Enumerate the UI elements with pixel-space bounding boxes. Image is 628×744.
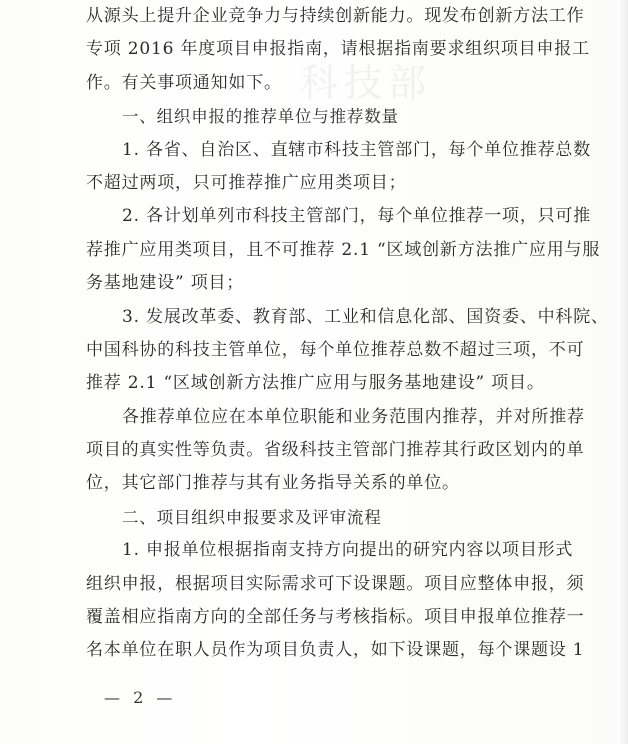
text-line: 不超过两项，只可推荐推广应用类项目； <box>86 172 407 193</box>
text-line: 位，其它部门推荐与其有业务指导关系的单位。 <box>86 473 460 494</box>
section-heading: 一、组织申报的推荐单位与推荐数量 <box>122 107 399 127</box>
text-line: 专项 2016 年度项目申报指南，请根据指南要求组织项目申报工 <box>86 39 590 60</box>
bleed-through-text: 科技部 <box>300 61 433 105</box>
text-line: 各推荐单位应在本单位职能和业务范围内推荐，并对所推荐 <box>122 406 585 427</box>
body-text <box>86 0 609 668</box>
text-line: 1. 申报单位根据指南支持方向提出的研究内容以项目形式 <box>122 540 574 561</box>
text-line: 项目的真实性等负责。省级科技主管部门推荐其行政区划内的单 <box>86 440 585 461</box>
text-line: 推荐 2.1 “区域创新方法推广应用与服务基地建设” 项目。 <box>86 373 545 394</box>
text-line: 2. 各计划单列市科技主管部门，每个单位推荐一项，只可推 <box>122 206 592 227</box>
text-line: 务基地建设” 项目； <box>86 273 245 294</box>
text-line: 覆盖相应指南方向的全部任务与考核指标。项目申报单位推荐一 <box>86 607 585 628</box>
text-line: 名本单位在职人员作为项目负责人，如下设课题，每个课题设 1 <box>86 640 585 661</box>
text-line: 从源头上提升企业竞争力与持续创新能力。现发布创新方法工作 <box>86 6 585 26</box>
page-number: — 2 — <box>104 688 177 707</box>
text-line: 作。有关事项通知如下。 <box>86 72 282 93</box>
section-heading: 二、项目组织申报要求及评审流程 <box>122 507 382 527</box>
text-line: 1. 各省、自治区、直辖市科技主管部门，每个单位推荐总数 <box>122 139 592 160</box>
text-line: 荐推广应用类项目，且不可推荐 2.1 “区域创新方法推广应用与服 <box>86 239 601 260</box>
text-line: 中国科协的科技主管单位，每个单位推荐总数不超过三项，不可 <box>86 339 585 360</box>
text-line: 3. 发展改革委、教育部、工业和信息化部、国资委、中科院、 <box>122 306 609 327</box>
page-edge-shadow <box>618 0 628 744</box>
text-line: 组织申报，根据项目实际需求可下设课题。项目应整体申报，须 <box>86 573 585 594</box>
